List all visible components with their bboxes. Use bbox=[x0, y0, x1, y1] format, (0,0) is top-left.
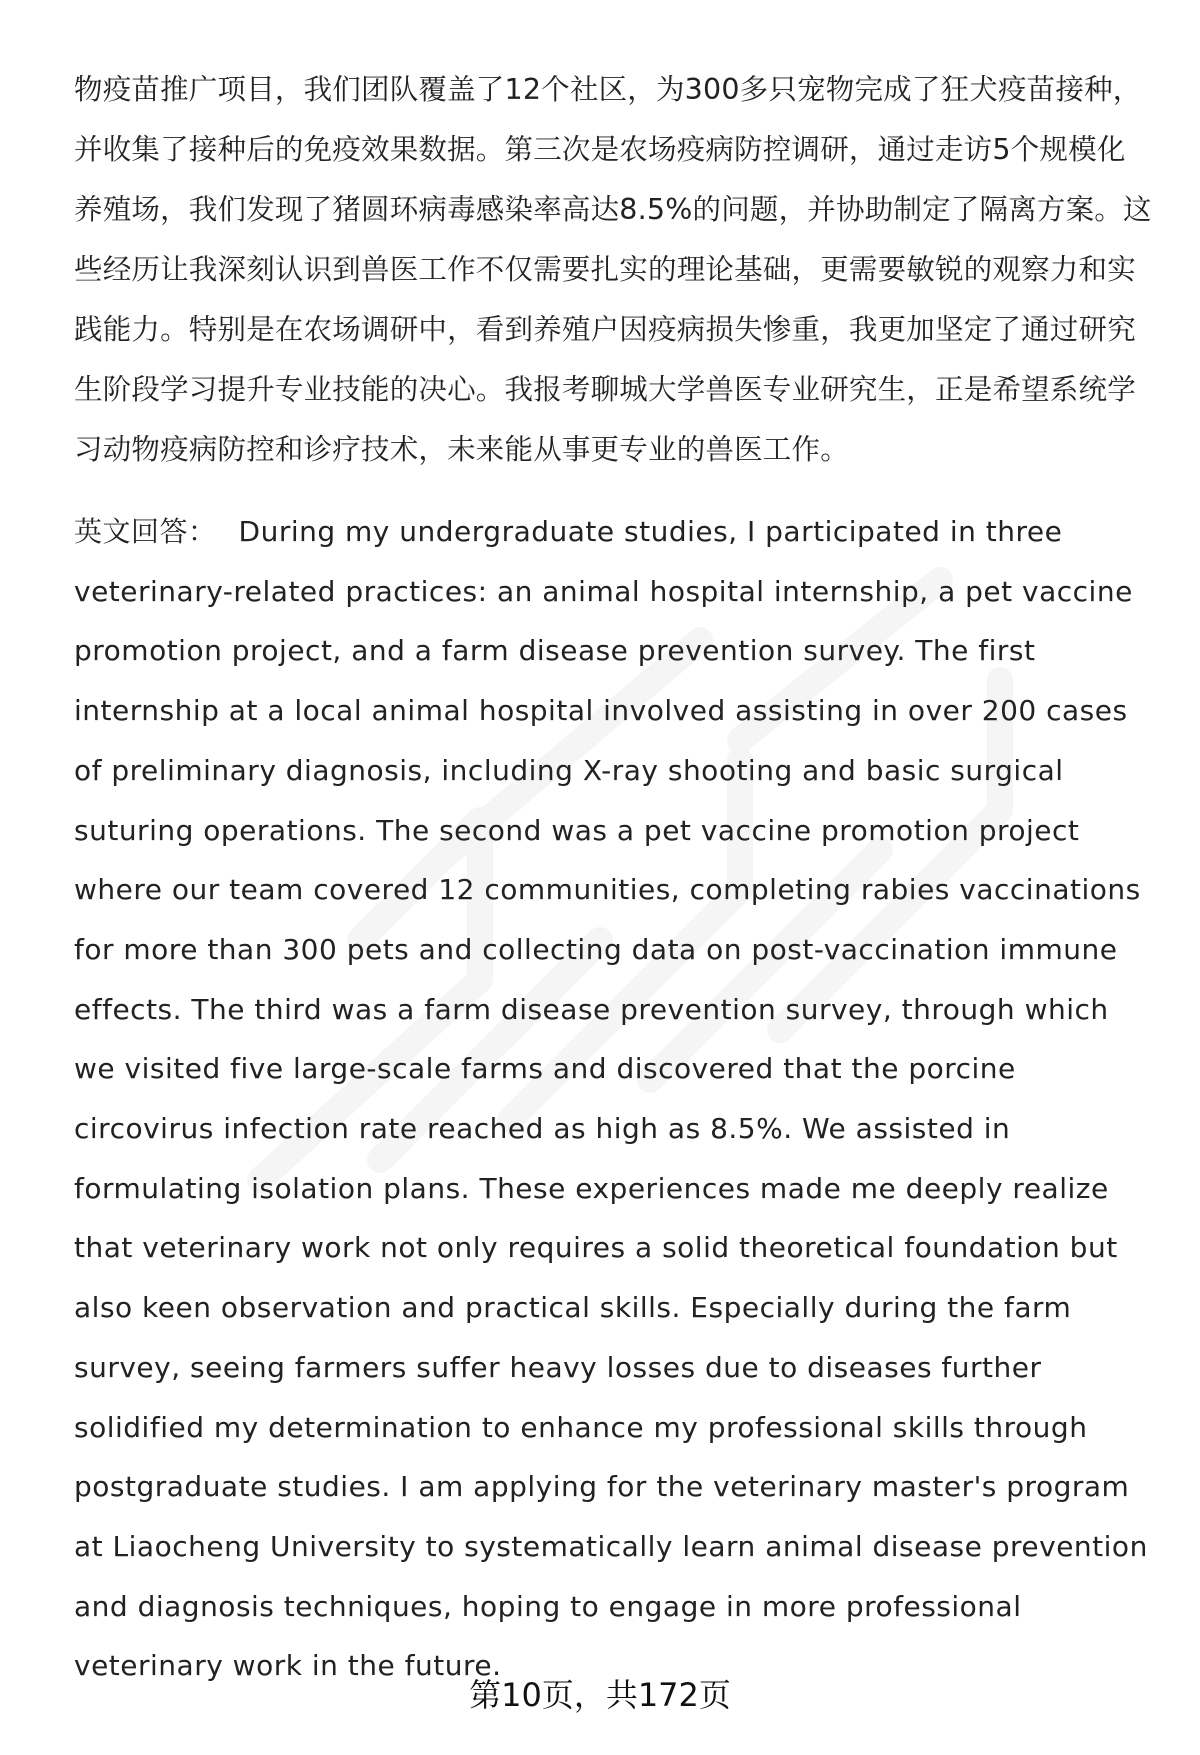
document-body bbox=[74, 60, 1154, 1696]
english-answer-paragraph bbox=[74, 502, 1154, 1696]
chinese-answer-paragraph: 物疫苗推广项目，我们团队覆盖了12个社区，为300多只宠物完成了狂犬疫苗接种，并收集了接种后的免疫效果数据。第三次是农场疫病防控调研，通过走访5个规模化养殖场，我们发现了猪圆环病毒感染率高达8.5%的问题，并协助制定了隔离方案。这些经历让我深刻认识到兽医工作不仅需要扎实的理论基础，更需要敏锐的观察力和实践能力。特别是在农场调研中，看到养殖户因疫病损失惨重，我更加坚定了通过研究生阶段学习提升专业技能的决心。我报考聊城大学兽医专业研究生，正是希望系统学习动物疫病防控和诊疗技术，未来能从事更专业的兽医工作。 bbox=[74, 73, 1152, 466]
english-answer-text: During my undergraduate studies, I participated in three veterinary-related practices: an animal hospital internship, a pet vaccine promotion project, and a farm disease prevention survey. The first internship at a local animal hospital involved assisting in over 200 cases of preliminary diagnosis, including X-ray shooting and basic surgical suturing operations. The second was a pet vaccine promotion project where our team covered 12 communities, completing rabies vaccinations for more than 300 pets and collecting data on post-vaccination immune effects. The third was a farm disease prevention survey, through which we visited five large-scale farms and discovered that the porcine circovirus infection rate reached as high as 8.5%. We assisted in formulating isolation plans. These experiences made me deeply realize that veterinary work not only requires a solid theoretical foundation but also keen observation and practical skills. Especially during the farm survey, seeing farmers suffer heavy losses due to diseases further solidified my determination to enhance my professional skills through postgraduate studies. I am applying for the veterinary master's program at Liaocheng University to systematically learn animal disease prevention and diagnosis techniques, hoping to engage in more professional veterinary work in the future. bbox=[74, 515, 1148, 1683]
english-answer-label: 英文回答： bbox=[74, 515, 217, 548]
page-number-footer: 第10页，共172页 bbox=[469, 1676, 731, 1714]
